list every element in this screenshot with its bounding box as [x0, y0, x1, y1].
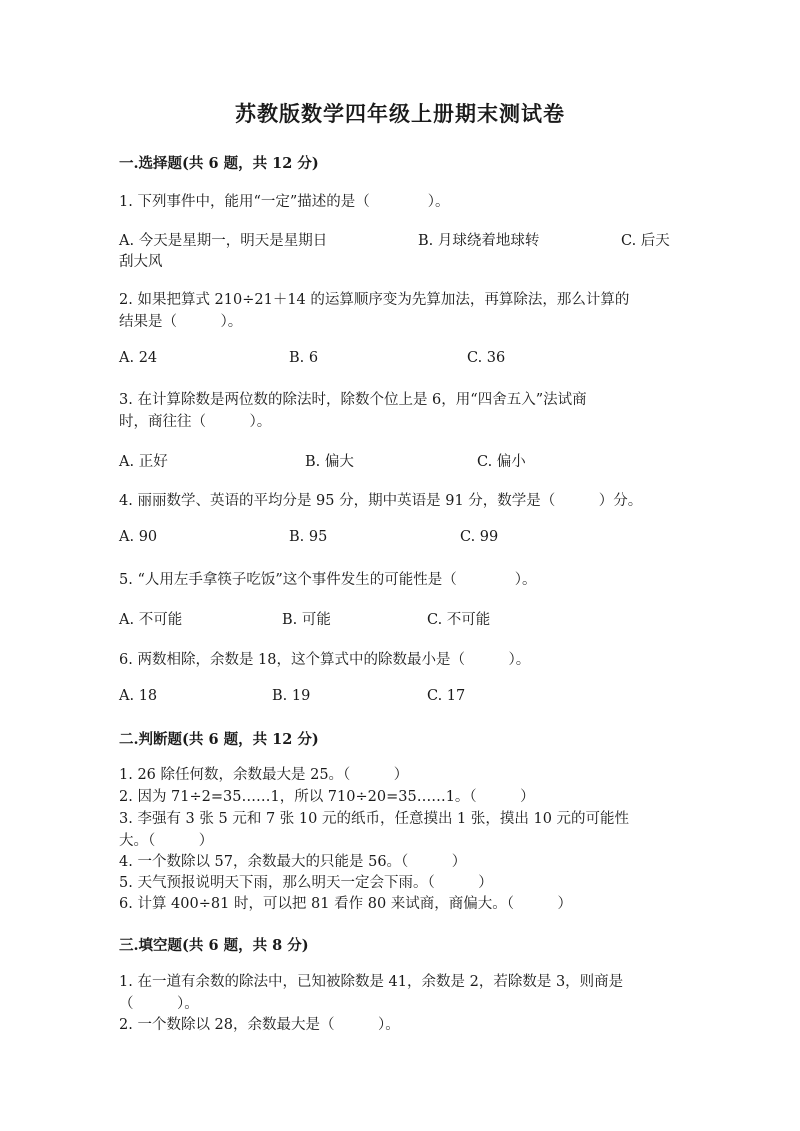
- q3-option-b: B. 偏大: [305, 454, 354, 470]
- judge-line-3-cont: 大。（ ）: [119, 833, 214, 849]
- question-1: 1. 下列事件中，能用“一定”描述的是（ ）。: [119, 194, 450, 210]
- judge-line-6: 6. 计算 400÷81 时，可以把 81 看作 80 来试商，商偏大。（ ）: [119, 896, 573, 912]
- judge-line-3: 3. 李强有 3 张 5 元和 7 张 10 元的纸币，任意摸出 1 张，摸出 10 元的可能性: [119, 811, 630, 827]
- q4-option-c: C. 99: [460, 529, 499, 545]
- question-3-line-2: 时，商往往（ ）。: [119, 414, 272, 430]
- q6-option-b: B. 19: [272, 688, 311, 704]
- q2-option-a: A. 24: [119, 350, 158, 366]
- q5-option-b: B. 可能: [282, 612, 331, 628]
- fill-line-1-cont: （ ）。: [119, 996, 199, 1012]
- q4-option-b: B. 95: [289, 529, 328, 545]
- q1-option-c-cont: 刮大风: [119, 254, 163, 270]
- q3-option-a: A. 正好: [119, 454, 168, 470]
- fill-line-1: 1. 在一道有余数的除法中，已知被除数是 41，余数是 2，若除数是 3，则商是: [119, 974, 624, 990]
- page-title: 苏教版数学四年级上册期末测试卷: [235, 101, 565, 126]
- q5-option-a: A. 不可能: [119, 612, 183, 628]
- q1-option-b: B. 月球绕着地球转: [418, 233, 540, 249]
- judge-line-1: 1. 26 除任何数，余数最大是 25。（ ）: [119, 767, 409, 783]
- q6-option-a: A. 18: [119, 688, 158, 704]
- q4-option-a: A. 90: [119, 529, 158, 545]
- q1-option-a: A. 今天是星期一，明天是星期日: [119, 233, 328, 249]
- judge-line-2: 2. 因为 71÷2=35……1，所以 710÷20=35……1。（ ）: [119, 789, 535, 805]
- q3-option-c: C. 偏小: [477, 454, 526, 470]
- q2-option-b: B. 6: [289, 350, 319, 366]
- q5-option-c: C. 不可能: [427, 612, 491, 628]
- section-heading-judge: 二.判断题(共 6 题，共 12 分): [119, 731, 319, 748]
- question-2-line-2: 结果是（ ）。: [119, 314, 243, 330]
- judge-line-5: 5. 天气预报说明天下雨，那么明天一定会下雨。（ ）: [119, 875, 493, 891]
- question-3-line-1: 3. 在计算除数是两位数的除法时，除数个位上是 6，用“四舍五入”法试商: [119, 392, 587, 408]
- question-4: 4. 丽丽数学、英语的平均分是 95 分，期中英语是 91 分，数学是（ ）分。: [119, 493, 643, 509]
- q2-option-c: C. 36: [467, 350, 506, 366]
- question-2-line-1: 2. 如果把算式 210÷21＋14 的运算顺序变为先算加法，再算除法，那么计算的: [119, 292, 630, 308]
- fill-line-2: 2. 一个数除以 28，余数最大是（ ）。: [119, 1017, 400, 1033]
- q6-option-c: C. 17: [427, 688, 466, 704]
- judge-line-4: 4. 一个数除以 57，余数最大的只能是 56。（ ）: [119, 854, 467, 870]
- section-heading-choice: 一.选择题(共 6 题，共 12 分): [119, 155, 319, 172]
- question-6: 6. 两数相除，余数是 18，这个算式中的除数最小是（ ）。: [119, 652, 531, 668]
- q1-option-c: C. 后天: [621, 233, 670, 249]
- question-5: 5. “人用左手拿筷子吃饭”这个事件发生的可能性是（ ）。: [119, 572, 537, 588]
- section-heading-fill: 三.填空题(共 6 题，共 8 分): [119, 937, 309, 954]
